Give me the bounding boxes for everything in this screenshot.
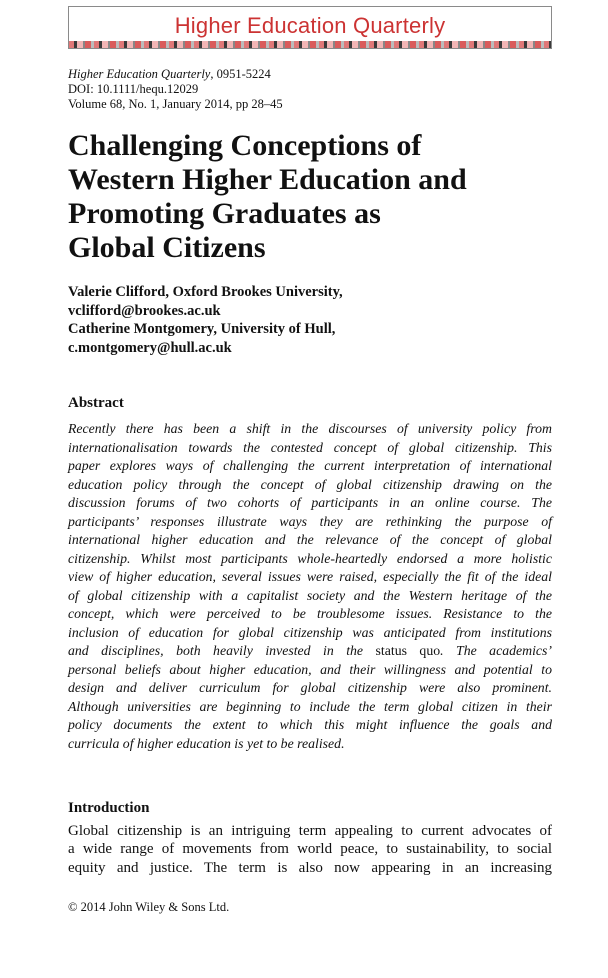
abstract-line: discussion forums of two cohorts of participants in an online course. The [68, 495, 552, 510]
abstract-line: citizenship. Whilst most participants whole-heartedly endorsed a more holistic [68, 550, 552, 566]
abstract-line: inclusion of education for global citizenship was anticipated from institutions [68, 624, 552, 640]
abstract-line: paper explores ways of challenging the current interpretation of international [68, 458, 552, 473]
abstract-heading: Abstract [68, 395, 124, 411]
abstract-line: internationalisation towards the contested concept of global citizenship. This [68, 439, 552, 455]
decorative-stripe [69, 41, 551, 48]
abstract-line-mixed [68, 642, 552, 661]
article-title [68, 129, 552, 265]
doi: DOI: 10.1111/hequ.12029 [68, 82, 199, 96]
abstract-line: personal beliefs about higher education, and their willingness and potential to [68, 661, 552, 677]
abstract-line: curricula of higher education is yet to be realised. [68, 735, 345, 751]
intro-line: Global citizenship is an intriguing term appealing to current advocates of [68, 823, 552, 839]
journal-header-banner [68, 6, 552, 49]
journal-title-italic: Higher Education Quarterly [68, 67, 211, 81]
issn: , 0951-5224 [210, 67, 271, 81]
status-quo-term: status quo [375, 643, 441, 658]
abstract-line: of global citizenship with a capitalist society and the Western heritage of the [68, 587, 552, 603]
intro-line: a wide range of movements from world peace, to sustainability, to social [68, 841, 552, 858]
author-email: c.montgomery@hull.ac.uk [68, 339, 232, 356]
title-line: Western Higher Education and [68, 163, 467, 196]
authors-block [68, 283, 343, 357]
abstract-line: international higher education and the relevance of the concept of global [68, 532, 552, 547]
author-email: vclifford@brookes.ac.uk [68, 302, 221, 319]
abstract-line: policy documents the extent to which this might influence the goals and [68, 717, 552, 732]
abstract-line: design and deliver curriculum for global citizenship were also prominent. [68, 680, 552, 695]
abstract-line: Recently there has been a shift in the discourses of university policy from [68, 421, 552, 436]
journal-citation [68, 67, 283, 82]
intro-line: equity and justice. The term is also now appearing in an increasing [68, 859, 552, 876]
abstract-line: education policy through the concept of global citizenship drawing on the [68, 476, 552, 492]
abstract-segment: . The academics’ [440, 643, 553, 658]
introduction-heading: Introduction [68, 800, 150, 816]
introduction-text [68, 822, 552, 877]
title-line: Global Citizens [68, 231, 266, 264]
author-affiliation: Valerie Clifford, Oxford Brookes University, [68, 284, 343, 300]
author-affiliation: Catherine Montgomery, University of Hull, [68, 321, 336, 337]
abstract-line: participants’ responses illustrate ways they are rethinking the purpose of [68, 513, 552, 529]
abstract-line: concept, which were perceived to be troublesome issues. Resistance to the [68, 606, 552, 621]
copyright-footer: © 2014 John Wiley & Sons Ltd. [68, 900, 230, 914]
abstract-line: view of higher education, several issues were raised, especially the fit of the ideal [68, 569, 552, 584]
title-line: Promoting Graduates as [68, 197, 381, 230]
abstract-text [68, 420, 552, 753]
abstract-segment: and disciplines, both heavily invested in the [68, 643, 364, 658]
title-line: Challenging Conceptions of [68, 129, 422, 162]
abstract-line: Although universities are beginning to include the term global citizen in their [68, 698, 552, 714]
volume-info: Volume 68, No. 1, January 2014, pp 28–45 [68, 97, 283, 111]
journal-name: Higher Education Quarterly [174, 13, 446, 38]
publication-meta [68, 67, 283, 112]
